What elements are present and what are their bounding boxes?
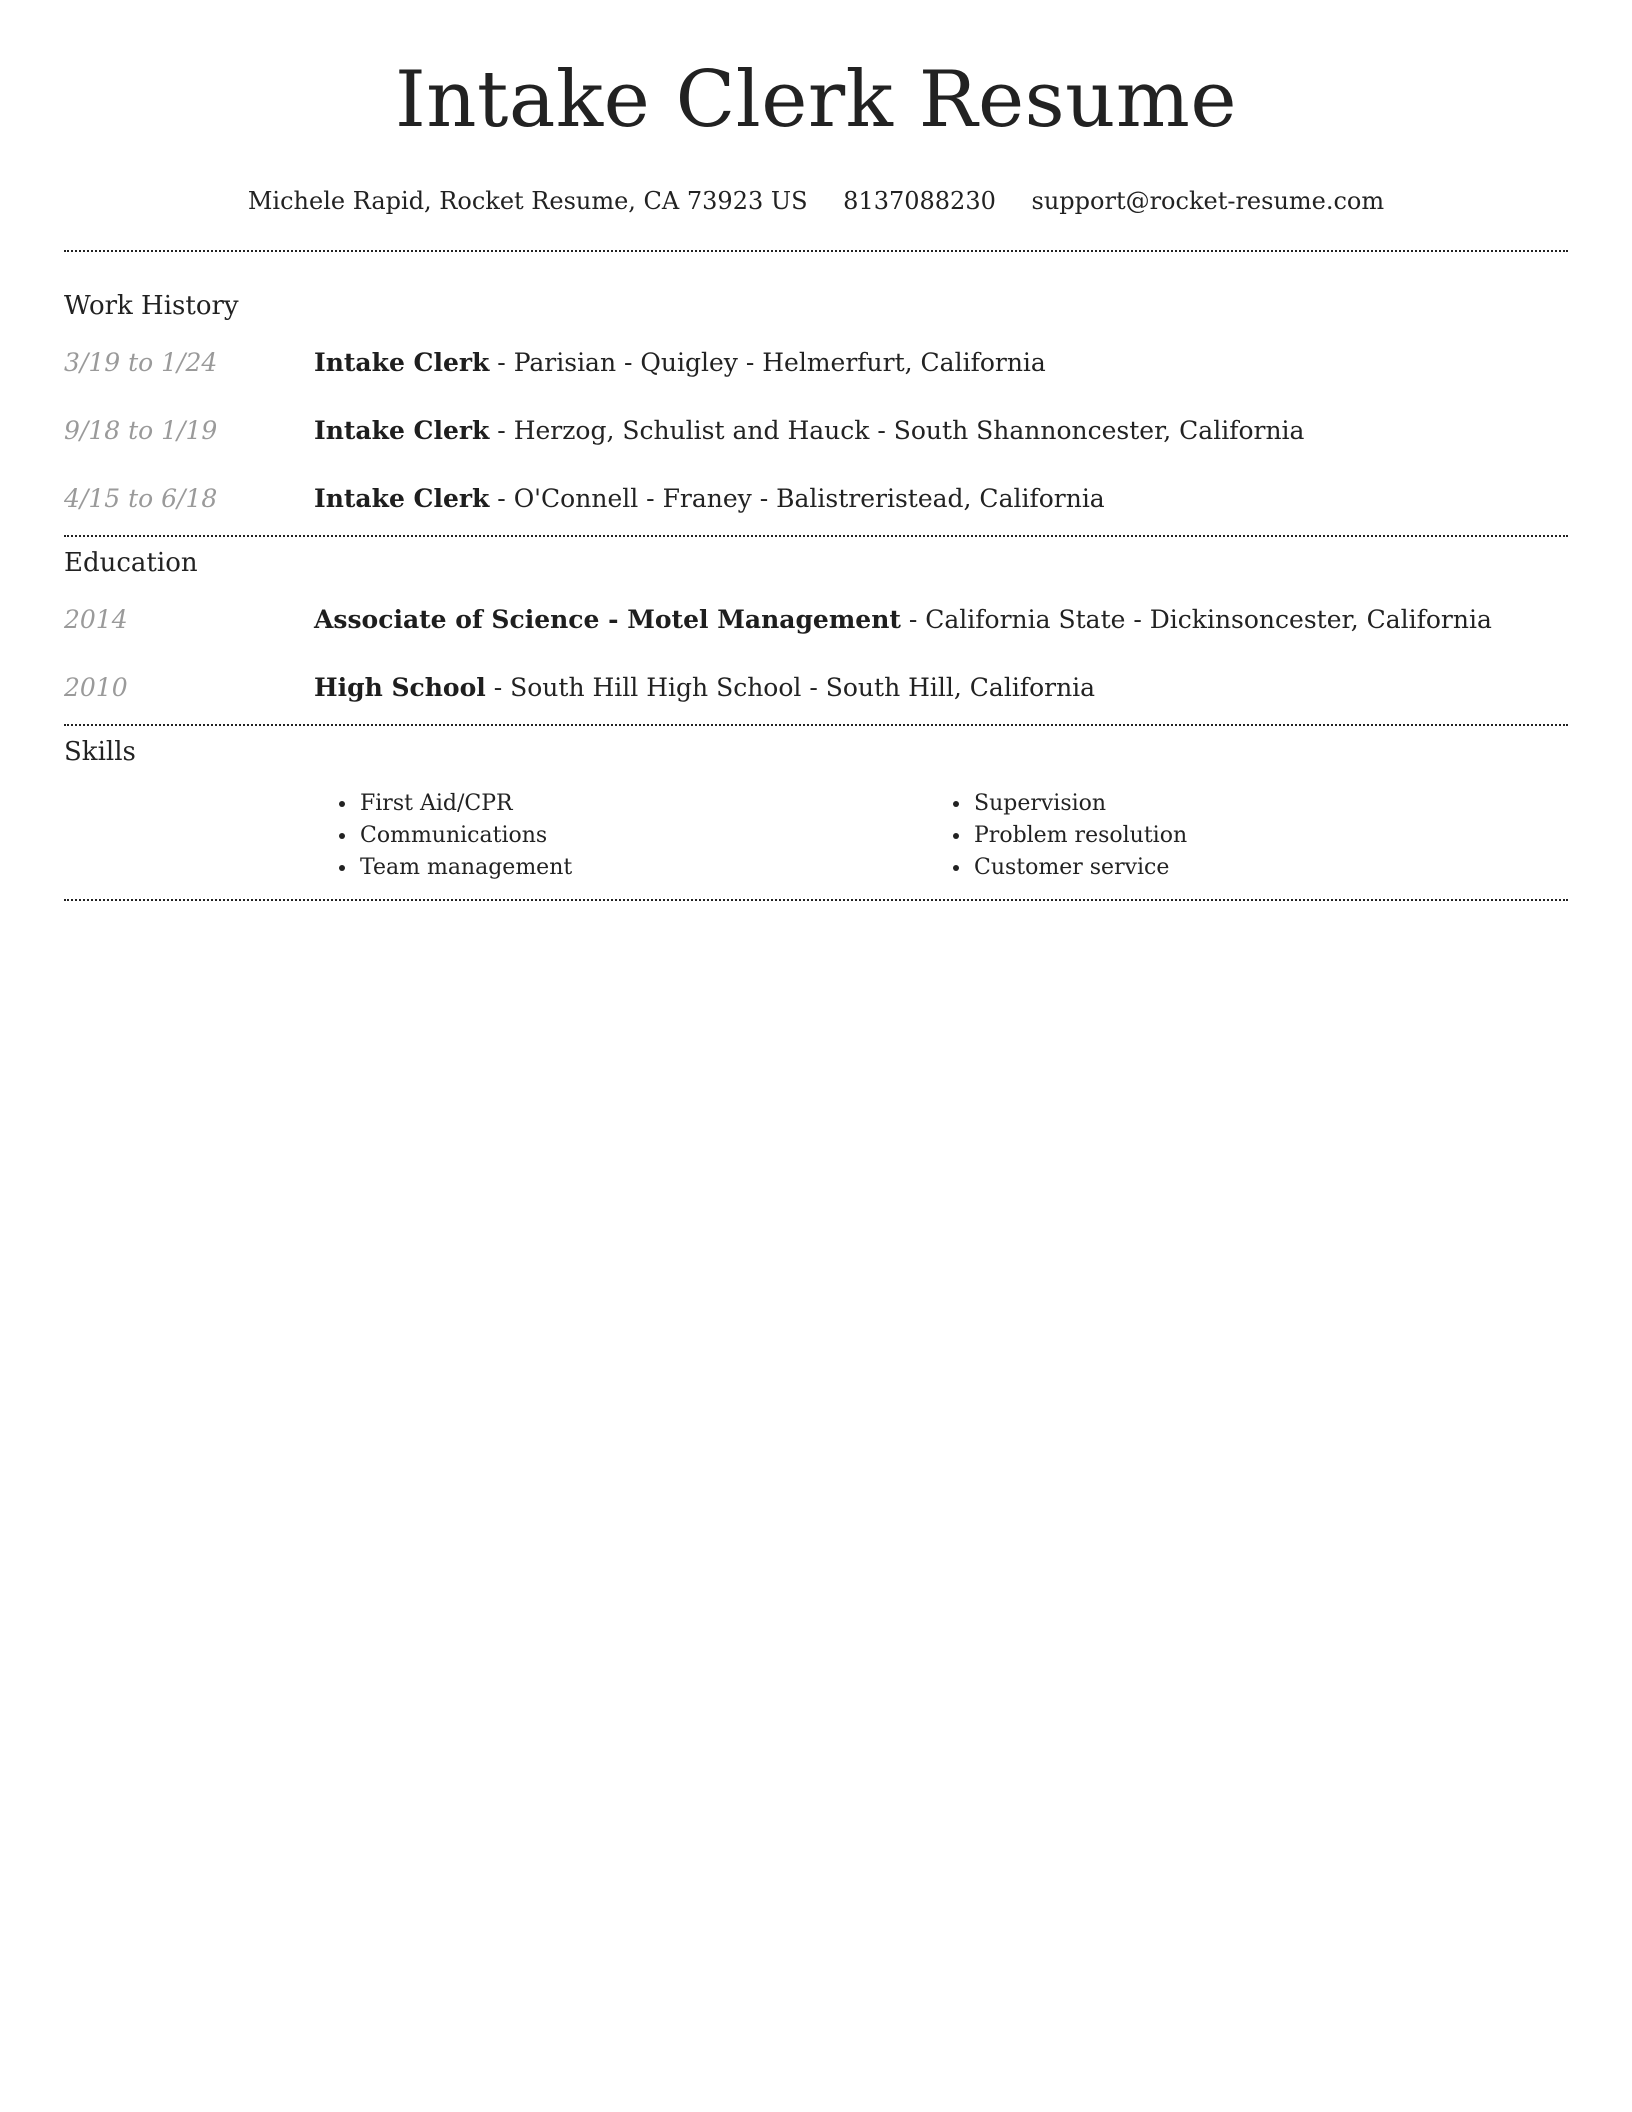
work-entry	[64, 415, 1568, 447]
work-history-heading: Work History	[64, 291, 239, 321]
separator: -	[489, 416, 514, 445]
education-entry-degree: High School	[314, 673, 486, 702]
work-entry-title: Intake Clerk	[314, 348, 490, 377]
section-divider	[64, 724, 1568, 726]
header-divider	[64, 250, 1568, 252]
work-entry-details: Herzog, Schulist and Hauck - South Shannoncester, California	[513, 416, 1305, 445]
skill-item: • Communications	[358, 820, 928, 852]
education-entry-description	[314, 604, 1492, 636]
skills-section	[64, 736, 1568, 884]
education-entry-details: California State - Dickinsoncester, California	[925, 605, 1492, 634]
work-entry	[64, 347, 1568, 379]
education-entry	[64, 672, 1568, 704]
contact-email: support@rocket-resume.com	[1031, 187, 1385, 215]
education-entry-year: 2010	[64, 673, 128, 702]
skills-list	[64, 788, 1568, 884]
skill-item: • Supervision	[972, 788, 1542, 820]
contact-line	[64, 186, 1568, 216]
section-divider	[64, 535, 1568, 537]
separator: -	[489, 348, 514, 377]
education-entry-year: 2014	[64, 605, 128, 634]
work-entry-details: O'Connell - Franey - Balistreristead, California	[513, 484, 1105, 513]
section-divider	[64, 899, 1568, 901]
education-entry-description	[314, 672, 1095, 704]
education-entry-degree: Associate of Science - Motel Management	[314, 605, 901, 634]
work-entry-description	[314, 483, 1105, 515]
education-entry-details: South Hill High School - South Hill, California	[510, 673, 1096, 702]
work-entry-title: Intake Clerk	[314, 416, 490, 445]
separator: -	[900, 605, 926, 634]
skill-item: • First Aid/CPR	[358, 788, 928, 820]
skills-column-1	[314, 788, 928, 884]
page-title: Intake Clerk Resume	[394, 55, 1238, 145]
work-entry-title: Intake Clerk	[314, 484, 490, 513]
work-entry-dates: 9/18 to 1/19	[64, 416, 218, 445]
resume-page	[64, 0, 1568, 901]
education-entry	[64, 604, 1568, 636]
work-entry-details: Parisian - Quigley - Helmerfurt, California	[513, 348, 1046, 377]
separator: -	[485, 673, 511, 702]
work-entry-description	[314, 347, 1046, 379]
contact-phone: 8137088230	[843, 187, 996, 215]
work-entry-dates: 3/19 to 1/24	[64, 348, 218, 377]
work-entry-dates: 4/15 to 6/18	[64, 484, 218, 513]
work-history-section	[64, 290, 1568, 515]
work-entry	[64, 483, 1568, 515]
skills-column-2	[928, 788, 1542, 884]
skill-item: • Problem resolution	[972, 820, 1542, 852]
work-entry-description	[314, 415, 1304, 447]
education-section	[64, 547, 1568, 704]
skill-item: • Customer service	[972, 852, 1542, 884]
skills-heading: Skills	[64, 737, 136, 767]
education-heading: Education	[64, 548, 198, 578]
contact-address: Michele Rapid, Rocket Resume, CA 73923 US	[247, 187, 808, 215]
separator: -	[489, 484, 514, 513]
skill-item: • Team management	[358, 852, 928, 884]
